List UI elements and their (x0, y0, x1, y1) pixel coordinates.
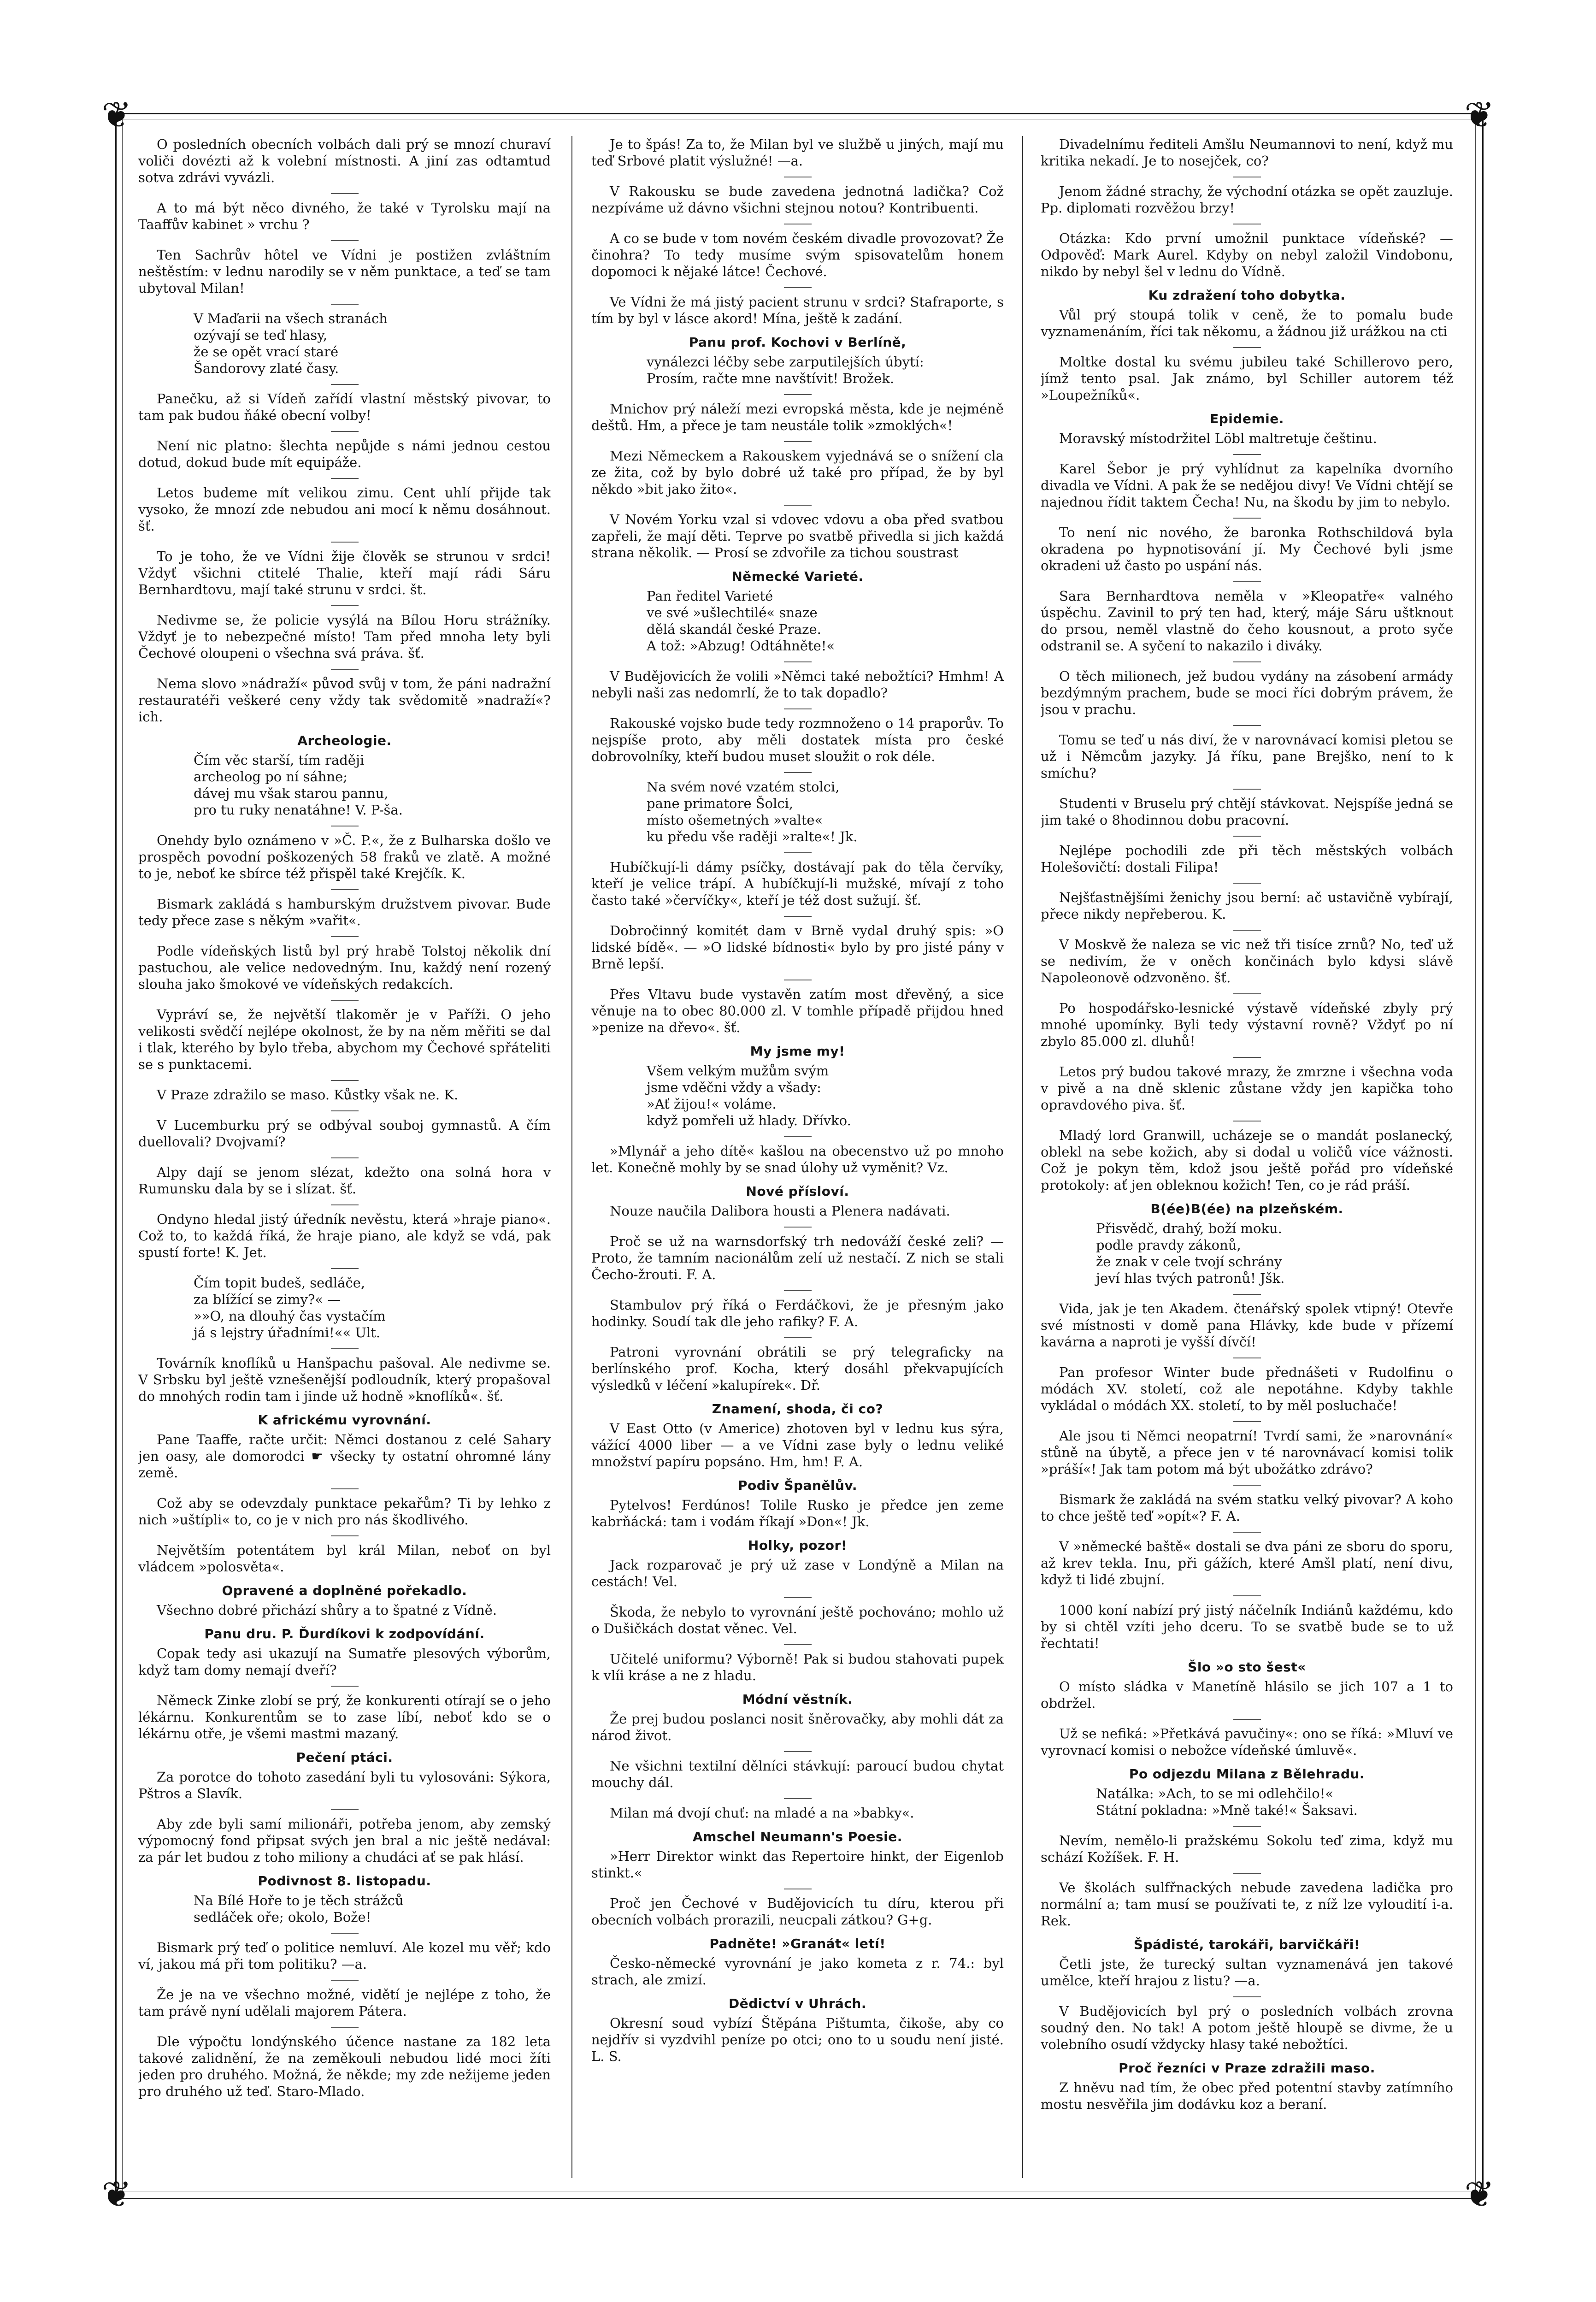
item-divider (1233, 1057, 1261, 1058)
verse-block: Na svém nové vzatém stolci, pane primatore Šolci, místo ošemetných »valte« ku předu vše raději »ralte«! Jk. (647, 779, 858, 844)
article-heading: Holky, pozor! (748, 1538, 848, 1553)
paragraph: Moltke dostal ku svému jubileu také Schillerovo pero, jímž tento psal. Jak známo, byl Schiller autorem též »Loupežníků«. (1041, 354, 1453, 403)
verse-block: V Maďarii na všech stranách ozývají se teď hlasy, že se opět vrací staré Šandorovy zlaté časy. (194, 311, 388, 376)
item-divider (784, 708, 812, 709)
paragraph: Za porotce do tohoto zasedání byli tu vylosováni: Sýkora, Pštros a Slavík. (138, 1769, 551, 1801)
paragraph: Je to špás! Za to, že Milan byl ve službě u jiných, mají mu teď Srbové platit výslužné! —a. (591, 136, 1004, 169)
item-divider (1233, 1595, 1261, 1596)
paragraph: »Herr Direktor winkt das Repertoire hinkt, der Eigenlob stinkt.« (591, 1848, 1004, 1881)
paragraph: To není nic nového, že baronka Rothschildová byla okradena po hypnotisování jí. My Čechové byli jsme okradeni už často po uspání nás. (1041, 525, 1453, 573)
item-divider (331, 1980, 359, 1981)
article-heading: B(ée)B(ée) na plzeňském. (1150, 1201, 1343, 1216)
item-divider (1233, 1294, 1261, 1295)
item-divider (331, 542, 359, 543)
paragraph: Ne všichni textilní dělníci stávkují: paroucí budou chytat mouchy dál. (591, 1758, 1004, 1790)
article-heading: Proč řezníci v Praze zdražili maso. (1119, 2060, 1375, 2076)
item-divider (331, 1488, 359, 1489)
paragraph: Panečku, až si Vídeň zařídí vlastní městský pivovar, to tam pak budou ňáké obecní volby! (138, 391, 551, 423)
item-divider (1233, 1996, 1261, 1997)
item-divider (1233, 930, 1261, 931)
paragraph: Bismark zakládá s hamburským družstvem pivovar. Bude tedy přece zase s někým »vařit«. (138, 896, 551, 928)
paragraph: Letos budeme mít velikou zimu. Cent uhlí přijde tak vysoko, že mnozí zde nebudou ani mocí k němu dosáhnout. šť. (138, 485, 551, 534)
paragraph: Učitelé uniformu? Výborně! Pak si budou stahovati pupek k vlíi kráse a ne z hladu. (591, 1651, 1004, 1683)
item-divider (331, 193, 359, 194)
paragraph: Pane Taaffe, račte určit: Němci dostanou z celé Sahary jen oasy, ale domorodci ☛ všecky ty ostatní ohromné lány země. (138, 1432, 551, 1481)
item-divider (1233, 993, 1261, 994)
item-divider (331, 936, 359, 937)
item-divider (784, 505, 812, 506)
paragraph: O místo sládka v Manetíně hlásilo se jich 107 a 1 to obdržel. (1041, 1679, 1453, 1711)
article-heading: Znamení, shoda, či co? (712, 1401, 883, 1417)
item-divider (1233, 347, 1261, 348)
paragraph: Přes Vltavu bude vystavěn zatím most dřevěný, a sice věnuje na to obec 80.000 zl. V tomhle případě přijdou hned »penize na dřevo«. šť. (591, 986, 1004, 1035)
article-heading: Amschel Neumann's Poesie. (693, 1829, 902, 1844)
paragraph: Ondyno hledal jistý úředník nevěstu, která »hraje piano«. Což to, to každá říká, že hraje piano, ale když se vdá, pak spustí forte! K. Jet. (138, 1211, 551, 1260)
paragraph: Stambulov prý říká o Ferdáčkovi, že je přesným jako hodinky. Soudí tak dle jeho rafiky? F. A. (591, 1297, 1004, 1329)
verse-block: Všem velkým mužům svým jsme vděčni vždy a všady: »Ať žijou!« voláme. když pomřeli už hlady. Dřívko. (647, 1063, 851, 1128)
corner-ornament-icon: ❦ (101, 94, 132, 136)
item-divider (784, 394, 812, 395)
paragraph: Alpy dají se jenom slézat, kdežto ona solná hora v Rumunsku dala by se i slízat. šť. (138, 1164, 551, 1197)
item-divider (331, 1080, 359, 1081)
paragraph: Německ Zinke zlobí se prý, že konkurenti otírají se o jeho lékárnu. Konkurentům se to zase líbí, neboť kdo se o lékárnu otře, je všemi mastmi mazaný. (138, 1693, 551, 1741)
paragraph: Ve školách sulfřnackých nebude zavedena ladička pro normální a; tam musí se používati te, z níž lze vyloudití i-a. Rek. (1041, 1880, 1453, 1929)
item-divider (331, 478, 359, 479)
item-divider (1233, 836, 1261, 837)
paragraph: V Rakousku se bude zavedena jednotná ladička? Což nezpíváme už dávno všichni stejnou notou? Kontribuenti. (591, 183, 1004, 216)
paragraph: »Mlynář a jeho dítě« kašlou na obecenstvo už po mnoho let. Konečně mohly by se snad úlohy už vyměnit? Vz. (591, 1143, 1004, 1175)
paragraph: Tomu se teď u nás diví, že v narovnávací komisi pletou se už i Němcům jazyky. Já říku, pane Brejško, není to k smíchu? (1041, 732, 1453, 781)
column-3 (1041, 136, 1453, 2178)
article-heading: Panu prof. Kochovi v Berlíně, (689, 335, 907, 350)
article-heading: Špádisté, tarokáři, barvičkáři! (1133, 1937, 1360, 1952)
item-divider (331, 304, 359, 305)
paragraph: Není nic platno: šlechta nepůjde s námi jednou cestou dotud, dokud bude mít equipáže. (138, 438, 551, 470)
column-1 (138, 136, 551, 2178)
article-heading: Po odjezdu Milana z Bělehradu. (1129, 1766, 1365, 1782)
column-2 (591, 136, 1004, 2178)
item-divider (1233, 1719, 1261, 1720)
paragraph: Onehdy bylo oznámeno v »Č. P.«, že z Bulharska došlo ve prospěch povodní poškozených 58 fraků ve zlatě. A možné to je, neboť ke sbírce též přispěl také Krejčík. K. (138, 832, 551, 881)
article-heading: Ku zdražení toho dobytka. (1148, 288, 1346, 303)
verse-block: Pan ředitel Varieté ve své »ušlechtilé« snaze dělá skandál české Praze. A tož: »Abzug! Odtáhněte!« (647, 588, 835, 654)
paragraph: A to má být něco divného, že také v Tyrolsku mají na Taaffův kabinet » vrchu ? (138, 200, 551, 232)
paragraph: Mezi Německem a Rakouskem vyjednává se o snížení cla ze žita, což by bylo dobré už také pro případ, že by byl někdo »bit jako žito«. (591, 448, 1004, 497)
paragraph: Rakouské vojsko bude tedy rozmnoženo o 14 praporův. To nejspíše proto, aby měli dostatek místa pro české dobrovolníky, kteří budou muset sloužit o rok déle. (591, 715, 1004, 764)
column-separator (571, 136, 572, 2178)
article-heading: Panu dru. P. Ďurdíkovi k zodpovídání. (204, 1626, 485, 1641)
item-divider (1233, 518, 1261, 519)
item-divider (784, 916, 812, 917)
paragraph: Copak tedy asi ukazují na Sumatře plesových výborům, když tam domy nemají dveří? (138, 1646, 551, 1678)
paragraph: Nedivme se, že policie vysýlá na Bílou Horu strážníky. Vždyť je to nebezpečné místo! Tam před mnoha lety byli Čechové oloupeni o všechna svá práva. šť. (138, 612, 551, 661)
paragraph: Nejšťastnějšími ženichy jsou berní: ač ustavičně vybírají, přece nikdy nepřeberou. K. (1041, 890, 1453, 922)
paragraph: Všechno dobré přichází shůry a to špatné z Vídně. (157, 1602, 497, 1618)
paragraph: Škoda, že nebylo to vyrovnání ještě pochováno; mohlo už o Dušičkách dostat věnec. Vel. (591, 1604, 1004, 1636)
paragraph: Továrník knoflíků u Hanšpachu pašoval. Ale nedivme se. V Srbsku byl ještě vznešenější podloudník, který propašoval do mnohých rodin tam i jinde už hodně »knoflíků«. šť. (138, 1355, 551, 1404)
item-divider (331, 240, 359, 241)
paragraph: V Moskvě že naleza se vic než tři tisíce zrnů? No, teď už se nedivím, že v oněch končinách bylo kdysi slávě Napoleonově odzvoněno. šť. (1041, 937, 1453, 986)
paragraph: Podle vídeňských listů byl prý hrabě Tolstoj několik dní pastuchou, ale velice nedovedným. Inu, každý není rozený slouha jako šmokové ve vídeňských redakcích. (138, 943, 551, 992)
paragraph: Okresní soud vybízí Štěpána Pištumta, čikoše, aby co nejdřív si vyzdvihl peníze po otci; ono to u soudu není jisté. L. S. (591, 2015, 1004, 2064)
paragraph: Nevím, nemělo-li pražskému Sokolu teď zima, když mu schází Kožíšek. F. H. (1041, 1833, 1453, 1865)
item-divider (331, 1686, 359, 1687)
paragraph: Po hospodářsko-lesnické výstavě vídeňské zbyly prý mnohé upomínky. Byli tedy výstavní rovně? Vždyť po ní zbylo 85.000 zl. dluhů! (1041, 1000, 1453, 1049)
paragraph: Četli jste, že turecký sultan vyznamenává jen takové umělce, kteří hrajou z listu? —a. (1041, 1956, 1453, 1989)
item-divider (331, 669, 359, 670)
item-divider (1233, 581, 1261, 582)
paragraph: Vypráví se, že největší tlakoměr je v Paříži. O jeho velikosti svědčí nejlépe okolnost, že by na něm měřiti se dal i tlak, kterého by bylo třeba, abychom my Čechové spřáteliti se s punktacemi. (138, 1007, 551, 1072)
item-divider (331, 1000, 359, 1001)
paragraph: Vida, jak je ten Akadem. čtenářský spolek vtipný! Otevře své místnosti v domě pana Hlávky, kde bude v přízemí kavárna a naproti je vyšší dívčí! (1041, 1301, 1453, 1350)
item-divider (331, 431, 359, 432)
column-separator (1022, 136, 1023, 2178)
article-heading: Pečení ptáci. (296, 1750, 393, 1765)
paragraph: A co se bude v tom novém českém divadle provozovat? Že činohra? To tedy musíme svým spisovatelům honem dopomoci k nějaké látce! Čechové. (591, 230, 1004, 279)
paragraph: To je toho, že ve Vídni žije člověk se strunou v srdci! Vždyť všichni ctitelé Thalie, kteří mají rádi Sáru Bernhardtovu, mají také strunu v srdci. št. (138, 549, 551, 597)
corner-ornament-icon: ❦ (1464, 2174, 1495, 2215)
paragraph: Nejlépe pochodili zde při těch městských volbách Holešovičtí: dostali Filipa! (1041, 843, 1453, 875)
verse-block: vynálezci léčby sebe zarputilejších úbytí: Prosím, račte mne navštívit! Brožek. (647, 354, 924, 386)
item-divider (331, 1535, 359, 1536)
paragraph: Pan profesor Winter bude přednášeti v Rudolfinu o módách XV. století, což ale nepotáhne. Kdyby takhle vykládal o módách XX. století, to by měl posluchače! (1041, 1364, 1453, 1413)
paragraph: Karel Šebor je prý vyhlídnut za kapelníka dvorního divadla ve Vídni. A pak že se nedějou divy! Ve Vídni chtějí se najednou řídit taktem Čecha! Nu, na škodu by jim to nebylo. (1041, 461, 1453, 510)
paragraph: Proč jen Čechové v Budějovicích tu díru, kterou při obecních volbách prorazili, neucpali zátkou? G+g. (591, 1895, 1004, 1928)
paragraph: Dobročinný komitét dam v Brně vydal druhý spis: »O lidské bídě«. — »O lidské bídnosti« bylo by pro jisté pány v Brně lepší. (591, 923, 1004, 972)
paragraph: Dle výpočtu londýnského účence nastane za 182 leta takové zalidnění, že na zeměkouli nebudou lidé moci žíti jeden pro druhého. Možná, že někde; my zde nežijeme jeden pro druhého už teď. Staro-Mlado. (138, 2034, 551, 2099)
paragraph: Nouze naučila Dalibora housti a Plenera nadávati. (610, 1203, 950, 1219)
item-divider (1233, 1826, 1261, 1827)
item-divider (784, 852, 812, 853)
paragraph: 1000 koní nabízí prý jistý náčelník Indiánů každému, kdo by si chtěl vzíti jeho dceru. To se svatbě bude se to už řechtati! (1041, 1602, 1453, 1651)
paragraph: V »německé baště« dostali se dva páni ze sboru do sporu, až krev tekla. Inu, při gážích, které Amšl platí, není divu, když ti lidé zbujní. (1041, 1539, 1453, 1588)
item-divider (331, 1348, 359, 1349)
verse-block: Přisvědč, drahý, boží moku. podle pravdy zákonů, že znak v cele tvojí schrány jeví hlas tvých patronů! Jšk. (1096, 1221, 1285, 1286)
paragraph: Divadelnímu řediteli Amšlu Neumannovi to není, když mu kritika nekadí. Je to nosejček, co? (1041, 136, 1453, 169)
item-divider (784, 1227, 812, 1228)
paragraph: Aby zde byli samí milionáři, potřeba jenom, aby zemský výpomocný fond připsat svých jen bral a nic ještě nedával: za pár let budou z toho miliony a chudáci ať se pak hlásí. (138, 1816, 551, 1865)
verse-block: Čím věc starší, tím raději archeolog po ní sáhne; dávej mu však starou pannu, pro tu ruky nenatáhne! V. P-ša. (194, 752, 403, 818)
paragraph: Vůl prý stoupá tolik v ceně, že to pomalu bude vyznamenáním, říci tak někomu, a žádnou již urážkou na cti (1041, 307, 1453, 339)
paragraph: Jenom žádné strachy, že východní otázka se opět zauzluje. Pp. diplomati rozvěžou brzy! (1041, 183, 1453, 216)
article-heading: Archeologie. (297, 733, 392, 748)
item-divider (784, 1290, 812, 1291)
paragraph: Proč se už na warnsdorfský trh nedováží české zeli? — Proto, že tamním nacionálům zelí už nestačí. Z nich se stali Čecho-žrouti. F. A. (591, 1234, 1004, 1282)
paragraph: O posledních obecních volbách dali prý se mnozí churaví voliči dovézti až k volební místnosti. A jiní zas odtamtud sotva zdrávi vyvázli. (138, 136, 551, 185)
item-divider (784, 1597, 812, 1598)
paragraph: Z hněvu nad tím, že obec před potentní stavby zatímního mostu nesvěřila jim dodávku koz a beraní. (1041, 2080, 1453, 2112)
paragraph: V Lucemburku prý se odbýval souboj gymnastů. A čím duellovali? Dvojvamí? (138, 1117, 551, 1150)
paragraph: Mnichov prý náleží mezi evropská města, kde je nejméně deštů. Hm, a přece je tam neustále tolik »zmoklých«! (591, 401, 1004, 433)
paragraph: Bismark prý teď o politice nemluví. Ale kozel mu věř; kdo ví, jakou má při tom politiku? —a. (138, 1940, 551, 1972)
paragraph: V Budějovicích že volili »Němci také nebožtíci? Hmhm! A nebyli naši zas nedomrlí, že to tak dopadlo? (591, 668, 1004, 701)
article-heading: Nové přísloví. (746, 1184, 849, 1199)
item-divider (784, 1644, 812, 1645)
item-divider (1233, 454, 1261, 455)
paragraph: Už se nefiká: »Přetkává pavučiny«: ono se říká: »Mluví ve vyrovnací komisi o nebožce vídeňské úmluvě«. (1041, 1726, 1453, 1758)
paragraph: Největším potentátem byl král Milan, neboť on byl vládcem »polosvěta«. (138, 1542, 551, 1575)
paragraph: Patroni vyrovnání obrátili se prý telegraficky na berlínského prof. Kocha, který dosáhl překvapujících výsledků v léčení »kalupírek«. Dř. (591, 1344, 1004, 1393)
article-heading: My jsme my! (750, 1044, 845, 1059)
paragraph: Což aby se odevzdaly punktace pekařům? Ti by lehko z nich »uštípli« to, co je v nich pro nás škodlivého. (138, 1495, 551, 1528)
item-divider (784, 1136, 812, 1137)
paragraph: Moravský místodržitel Löbl maltretuje češtinu. (1059, 431, 1377, 446)
item-divider (331, 1204, 359, 1205)
corner-ornament-icon: ❦ (101, 2174, 132, 2215)
article-heading: Německé Varieté. (731, 569, 864, 584)
item-divider (331, 1933, 359, 1934)
item-divider (1233, 1532, 1261, 1533)
paragraph: Že je na ve všechno možné, vidětí je nejlépe z toho, že tam právě nyní udělali majorem Pátera. (138, 1987, 551, 2019)
paragraph: Nema slovo »nádraží« původ svůj v tom, že páni nadražní restauratéři veškeré ceny vždy tak svědomitě »nadraží«? ich. (138, 676, 551, 725)
paragraph: Hubíčkují-li dámy psíčky, dostávají pak do těla červíky, kteří je velice trápí. A hubíčkují-li mužské, mívají z toho často také »červíčky«, kteří je též dost sužují. šť. (591, 859, 1004, 908)
paragraph: Mladý lord Granwill, ucházeje se o mandát poslanecký, oblekl na sebe kožich, aby si dodal u voličů více vážnosti. Což je pokyn těm, kdož jsou ještě pořád pro vídeňské protokoly: ať jen obleknou kožich! Ten, co je rád práší. (1041, 1127, 1453, 1193)
paragraph: Bismark že zakládá na svém statku velký pivovar? A koho to chce ještě teď »opít«? F. A. (1041, 1492, 1453, 1524)
item-divider (1233, 883, 1261, 884)
paragraph: Sara Bernhardtova neměla v »Kleopatře« valného úspěchu. Zavinil to prý ten had, který, máje Sáru uštknout do prsou, neměl vlastně do čeho kousnout, a proto syče odstranil se. A syčení to nakazilo i diváky. (1041, 588, 1453, 654)
paragraph: Pytelvos! Ferdúnos! Tolile Rusko je předce jen zeme kabrňácká: tam i vodám říkají »Don«! Jk. (591, 1497, 1004, 1529)
paragraph: Ale jsou ti Němci neopatrní! Tvrdí sami, že »narovnání« stůně na úbytě, a přece jen v té narovnávací komisi tolik »práší«! Jak tam potom má být ubožátko zdrávo? (1041, 1428, 1453, 1477)
article-heading: Módní věstník. (742, 1692, 853, 1707)
verse-block: Čím topit budeš, sedláče, za blížící se zimy?« — »»O, na dlouhý čas vystačím já s lejstry úřadními!«« Ult. (194, 1275, 386, 1340)
item-divider (1233, 1485, 1261, 1486)
item-divider (331, 384, 359, 385)
item-divider (331, 1809, 359, 1810)
article-heading: Podiv Španělův. (737, 1478, 858, 1493)
item-divider (1233, 1421, 1261, 1422)
item-divider (331, 889, 359, 890)
article-heading: Epidemie. (1210, 411, 1284, 426)
paragraph: Letos prý budou takové mrazy, že zmrzne i všechna voda v pivě a na dně sklenic zůstane vždy jen kapička toho opravdového piva. šť. (1041, 1064, 1453, 1113)
paragraph: V East Otto (v Americe) zhotoven byl v lednu kus sýra, vážící 4000 liber — a ve Vídni zase byly o lednu veliké množství papíru popsáno. Hm, hm! F. A. (591, 1421, 1004, 1470)
verse-block: Na Bílé Hoře to je těch strážců sedláček oře; okolo, Bože! (194, 1893, 404, 1925)
article-heading: Opravené a doplněné pořekadlo. (222, 1583, 467, 1598)
item-divider (784, 1337, 812, 1338)
paragraph: Otázka: Kdo první umožnil punktace vídeňské? — Odpověď: Mark Aurel. Kdyby on nebyl založil Vindobonu, nikdo by nebyl šel v lednu do Vídně. (1041, 230, 1453, 279)
paragraph: Ten Sachrův hôtel ve Vídni je postižen zvláštním neštěstím: v lednu narodily se v něm punktace, a teď se tam ubytoval Milan! (138, 247, 551, 296)
corner-ornament-icon: ❦ (1464, 94, 1495, 136)
paragraph: Ve Vídni že má jistý pacient strunu v srdci? Stafraporte, s tím by byl v lásce akord! Mína, ještě k zadání. (591, 294, 1004, 326)
paragraph: Jack rozparovač je prý už zase v Londýně a Milan na cestách! Vel. (591, 1557, 1004, 1589)
paragraph: V Praze zdražilo se maso. Kůstky však ne. K. (157, 1087, 459, 1103)
article-heading: Šlo »o sto šest« (1188, 1659, 1306, 1675)
item-divider (331, 1110, 359, 1111)
paragraph: O těch milionech, jež budou vydány na zásobení armády bezdýmným prachem, bude se moci říci dobrým právem, že jsou v prachu. (1041, 668, 1453, 717)
item-divider (784, 441, 812, 442)
item-divider (784, 1798, 812, 1799)
article-heading: Podivnost 8. listopadu. (258, 1873, 431, 1889)
paragraph: Studenti v Bruselu prý chtějí stávkovat. Nejspíše jedná se jim také o 8hodinnou dobu pracovní. (1041, 796, 1453, 828)
paragraph: Milan má dvojí chuť: na mladé a na »babky«. (610, 1805, 914, 1821)
paragraph: V Novém Yorku vzal si vdovec vdovu a oba před svatbou zapřeli, že mají děti. Teprve po svatbě přivedla si jich každá strana několik. — Prosí se zdvořile za tichou soustrast (591, 512, 1004, 561)
article-heading: Dědictví v Uhrách. (729, 1996, 866, 2011)
paragraph: Česko-německé vyrovnání je jako kometa z r. 74.: byl strach, ale zmizí. (591, 1955, 1004, 1988)
paragraph: V Budějovicích byl prý o posledních volbách zrovna soudný den. No tak! A potom ještě hloupě se divme, že u volebního osudí vždycky hlasy také nebožtíci. (1041, 2003, 1453, 2052)
item-divider (331, 1268, 359, 1269)
item-divider (1233, 1873, 1261, 1874)
item-divider (331, 605, 359, 606)
item-divider (331, 1157, 359, 1158)
item-divider (784, 772, 812, 773)
item-divider (1233, 661, 1261, 662)
paragraph: Že prej budou poslanci nosit šněrovačky, aby mohli dát za národ život. (591, 1711, 1004, 1743)
article-heading: K africkému vyrovnání. (258, 1412, 431, 1428)
item-divider (1233, 789, 1261, 790)
item-divider (784, 661, 812, 662)
item-divider (784, 1751, 812, 1752)
verse-block: Natálka: »Ach, to se mi odlehčilo!« Státní pokladna: »Mně také!« Šaksavi. (1096, 1786, 1358, 1818)
item-divider (1233, 725, 1261, 726)
article-heading: Padněte! »Granát« letí! (709, 1936, 886, 1951)
item-divider (784, 287, 812, 288)
item-divider (331, 2027, 359, 2028)
